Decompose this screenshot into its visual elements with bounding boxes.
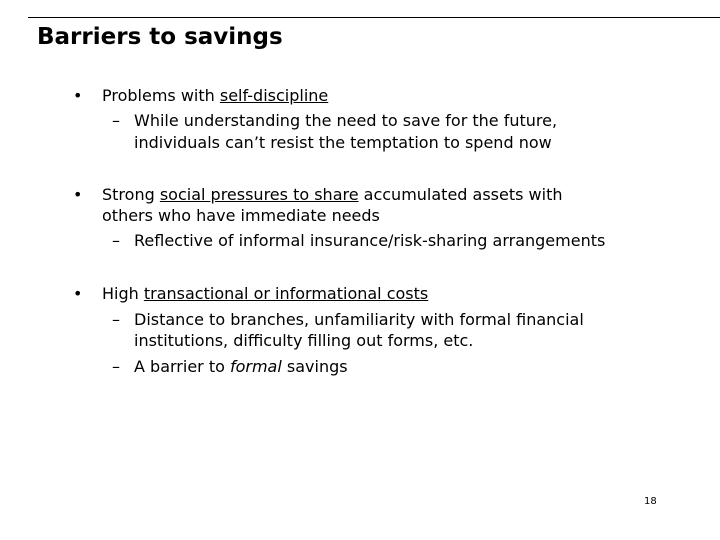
bullet-1-sub-1-line-2: individuals can’t resist the temptation to spend now	[134, 133, 552, 152]
page-number: 18	[644, 496, 657, 507]
bullet-1-prefix: Problems with	[102, 86, 220, 105]
sub-bullet-marker: –	[112, 310, 120, 329]
bullet-3-sub-1-line-1: Distance to branches, unfamiliarity with formal financial	[134, 310, 584, 329]
bullet-2-prefix: Strong	[102, 185, 160, 204]
slide-title: Barriers to savings	[37, 24, 283, 50]
bullet-marker: •	[73, 185, 83, 204]
bullet-3-emphasis: transactional or informational costs	[143, 284, 429, 303]
bullet-2-line-2: others who have immediate needs	[102, 206, 380, 225]
bullet-3-sub-1-line-2: institutions, difficulty filling out forms, etc.	[134, 331, 474, 350]
bullet-3-text	[102, 283, 428, 304]
sub-bullet-marker: –	[112, 111, 120, 130]
bullet-2-text	[102, 184, 562, 205]
bullet-3-sub-2-prefix: A barrier to	[134, 357, 230, 376]
bullet-1-text	[102, 85, 328, 106]
sub-bullet-marker: –	[112, 357, 120, 376]
bullet-1-emphasis: self-discipline	[219, 86, 329, 105]
bullet-2-emphasis: social pressures to share	[159, 185, 359, 204]
bullet-3-sub-2-emphasis: formal	[229, 357, 282, 376]
bullet-marker: •	[73, 86, 83, 105]
bullet-3-sub-2-suffix: savings	[281, 357, 348, 376]
bullet-3-sub-2-text	[134, 356, 348, 377]
bullet-marker: •	[73, 284, 83, 303]
bullet-1-sub-1-line-1: While understanding the need to save for the future,	[134, 111, 558, 130]
bullet-2-suffix: accumulated assets with	[358, 185, 563, 204]
bullet-2-sub-1-line-1: Reflective of informal insurance/risk-sharing arrangements	[134, 231, 606, 250]
bullet-3-prefix: High	[102, 284, 144, 303]
sub-bullet-marker: –	[112, 231, 120, 250]
